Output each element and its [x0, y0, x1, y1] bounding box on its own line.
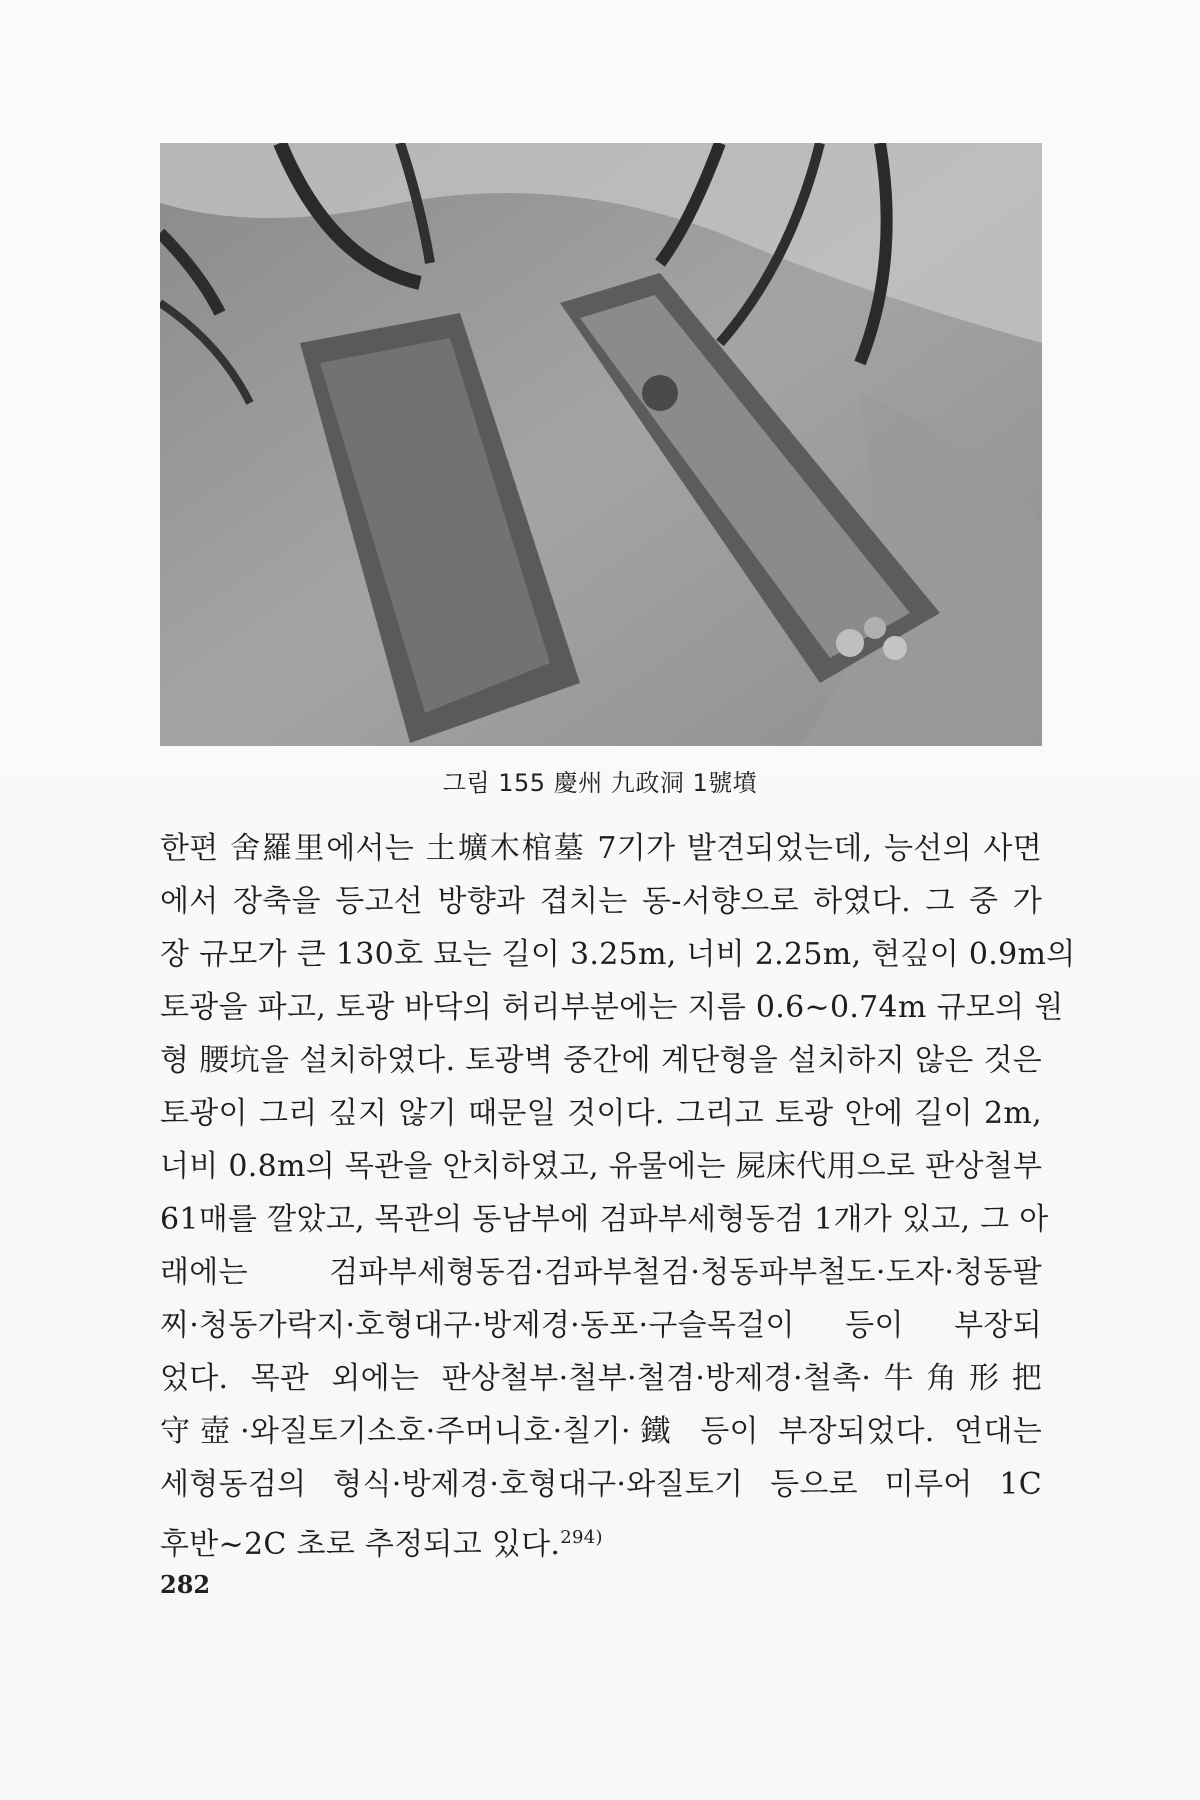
text-line: 너비 0.8m의 목관을 안치하였고, 유물에는 屍床代用으로 판상철부	[160, 1149, 1043, 1184]
text-line: 토광이 그리 깊지 않기 때문일 것이다. 그리고 토광 안에 길이 2m,	[160, 1096, 1042, 1131]
last-line-text: 후반~2C 초로 추정되고 있다.	[160, 1527, 561, 1562]
text-line: 형 腰坑을 설치하였다. 토광벽 중간에 계단형을 설치하지 않은 것은	[160, 1043, 1042, 1078]
body-paragraph	[160, 822, 1076, 1564]
text-line: 한편 舍羅里에서는 土壙木棺墓 7기가 발견되었는데, 능선의 사면	[160, 831, 1042, 866]
figure-caption: 그림 155 慶州 九政洞 1號墳	[442, 769, 758, 797]
text-line: 에서 장축을 등고선 방향과 겹치는 동-서향으로 하였다. 그 중 가	[160, 884, 1042, 919]
text-line: 守壺·와질토기소호·주머니호·칠기·鐵 등이 부장되었다. 연대는	[160, 1414, 1042, 1449]
excavation-photo	[160, 143, 1042, 746]
text-line: 61매를 깔았고, 목관의 동남부에 검파부세형동검 1개가 있고, 그 아	[160, 1202, 1049, 1237]
photo-image	[160, 143, 1042, 746]
text-line: 래에는 검파부세형동검·검파부철검·청동파부철도·도자·청동팔	[160, 1255, 1042, 1290]
text-line: 찌·청동가락지·호형대구·방제경·동포·구슬목걸이 등이 부장되	[160, 1308, 1042, 1343]
text-line: 장 규모가 큰 130호 묘는 길이 3.25m, 너비 2.25m, 현깊이 0.9m의	[160, 937, 1076, 972]
text-line-last	[160, 1511, 1042, 1564]
text-line: 토광을 파고, 토광 바닥의 허리부분에는 지름 0.6~0.74m 규모의 원	[160, 990, 1064, 1025]
page-number: 282	[160, 1570, 211, 1599]
footnote-reference[interactable]: 294)	[560, 1527, 603, 1548]
text-line: 었다. 목관 외에는 판상철부·철부·철겸·방제경·철촉·牛角形把	[160, 1361, 1042, 1396]
text-line: 세형동검의 형식·방제경·호형대구·와질토기 등으로 미루어 1C	[160, 1467, 1042, 1502]
